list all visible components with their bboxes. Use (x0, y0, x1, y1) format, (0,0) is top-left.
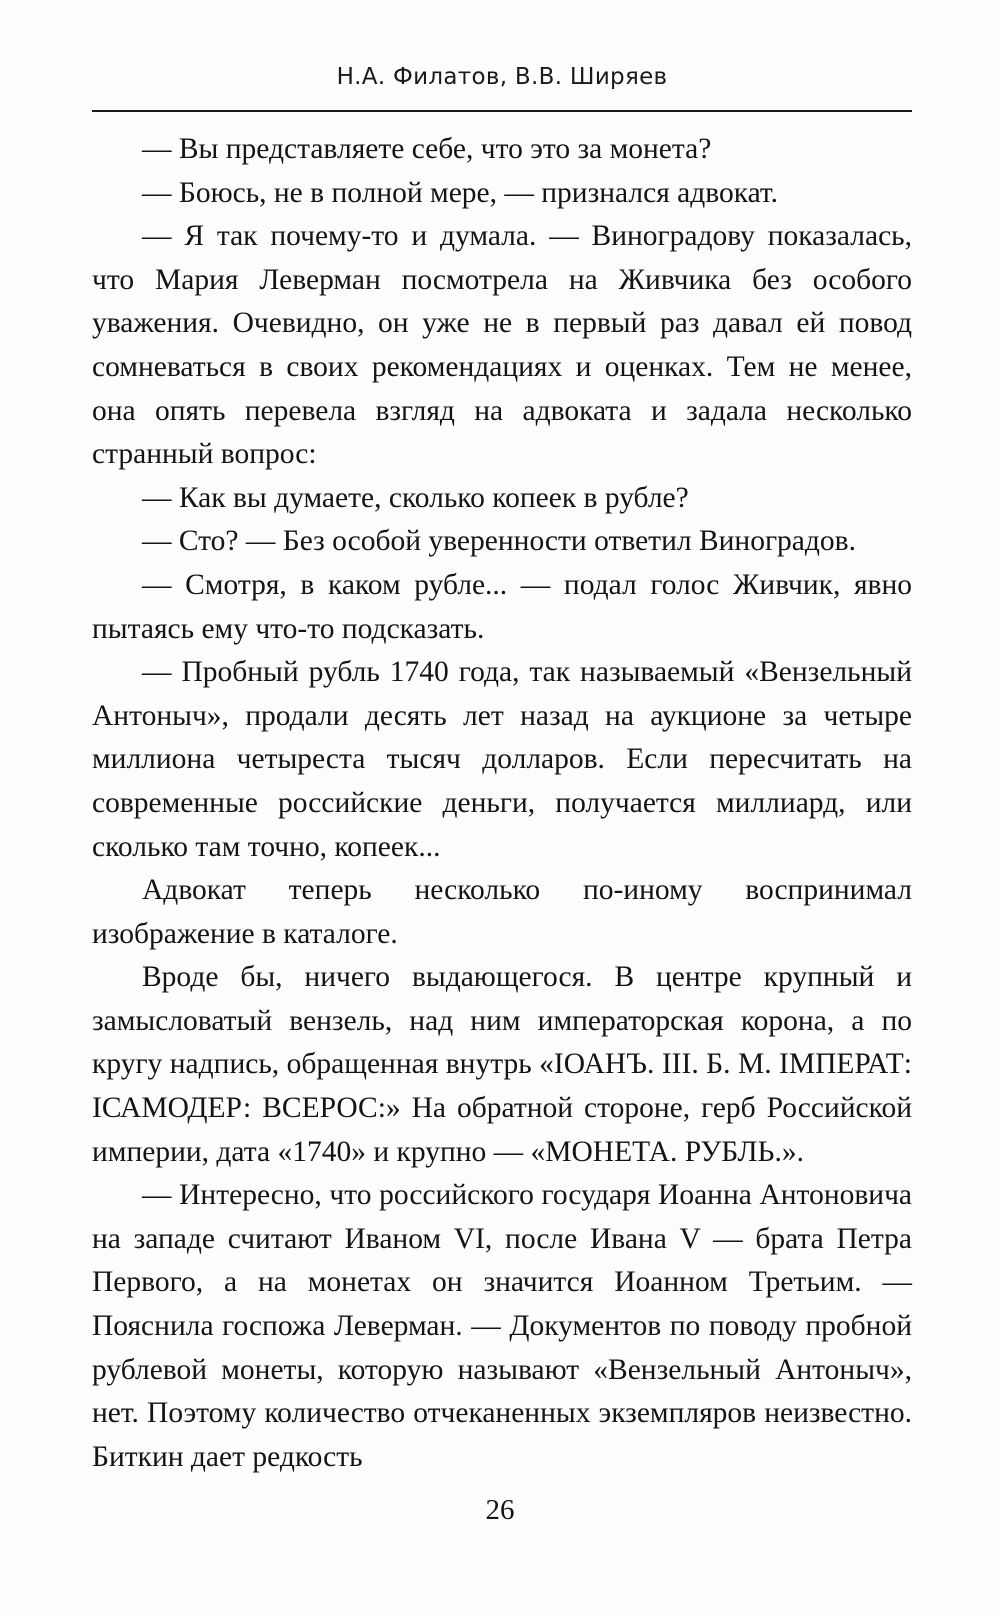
paragraph: — Как вы думаете, сколько копеек в рубле? (142, 481, 689, 514)
page-number: 26 (485, 1494, 515, 1526)
header-rule (92, 110, 912, 112)
paragraph: — Я так почему-то и думала. — Виноградову показалась, что Мария Леверман посмотрела на Живчика без особого уважения. Очевидно, он уже не в первый раз давал ей повод сомневаться в своих рекомендациях и оценках. Тем не менее, она опять перевела взгляд на адвоката и задала несколько странный вопрос: (92, 220, 912, 471)
paragraph: Вроде бы, ничего выдающегося. В центре крупный и замысловатый вензель, над ним императорская корона, а по кругу надпись, обращенная внутрь «ІОАНЪ. ІІІ. Б. М. ІМПЕРАТ: ІСАМОДЕР: ВСЕРОС:» На обратной стороне, герб Российской империи, дата «1740» и крупно — «МОНЕТА. РУБЛЬ.». (92, 961, 912, 1168)
paragraph: — Смотря, в каком рубле... — подал голос Живчик, явно пытаясь ему что-то подсказать. (92, 568, 912, 645)
paragraph: — Вы представляете себе, что это за монета? (142, 133, 712, 165)
paragraph: — Сто? — Без особой уверенности ответил Виноградов. (142, 525, 856, 558)
body-text (92, 128, 912, 1479)
paragraph: — Боюсь, не в полной мере, — признался адвокат. (142, 176, 778, 209)
paragraph: — Интересно, что российского государя Иоанна Антоновича на западе считают Иваном VI, после Ивана V — брата Петра Первого, а на монетах он значится Иоанном Третьим. — Пояснила госпожа Леверман. — Документов по поводу пробной рублевой монеты, которую называют «Вензельный Антоныч», нет. Поэтому количество отчеканенных экземпляров неизвестно. Биткин дает редкость (92, 1179, 912, 1473)
running-head: Н.А. Филатов, В.В. Ширяев (336, 64, 668, 90)
paragraph: Адвокат теперь несколько по-иному воспринимал изображение в каталоге. (92, 874, 912, 950)
paragraph: — Пробный рубль 1740 года, так называемый «Вензельный Антоныч», продали десять лет назад на аукционе за четыре миллиона четыреста тысяч долларов. Если пересчитать на современные российские деньги, получается миллиард, или сколько там точно, копеек... (92, 656, 912, 863)
